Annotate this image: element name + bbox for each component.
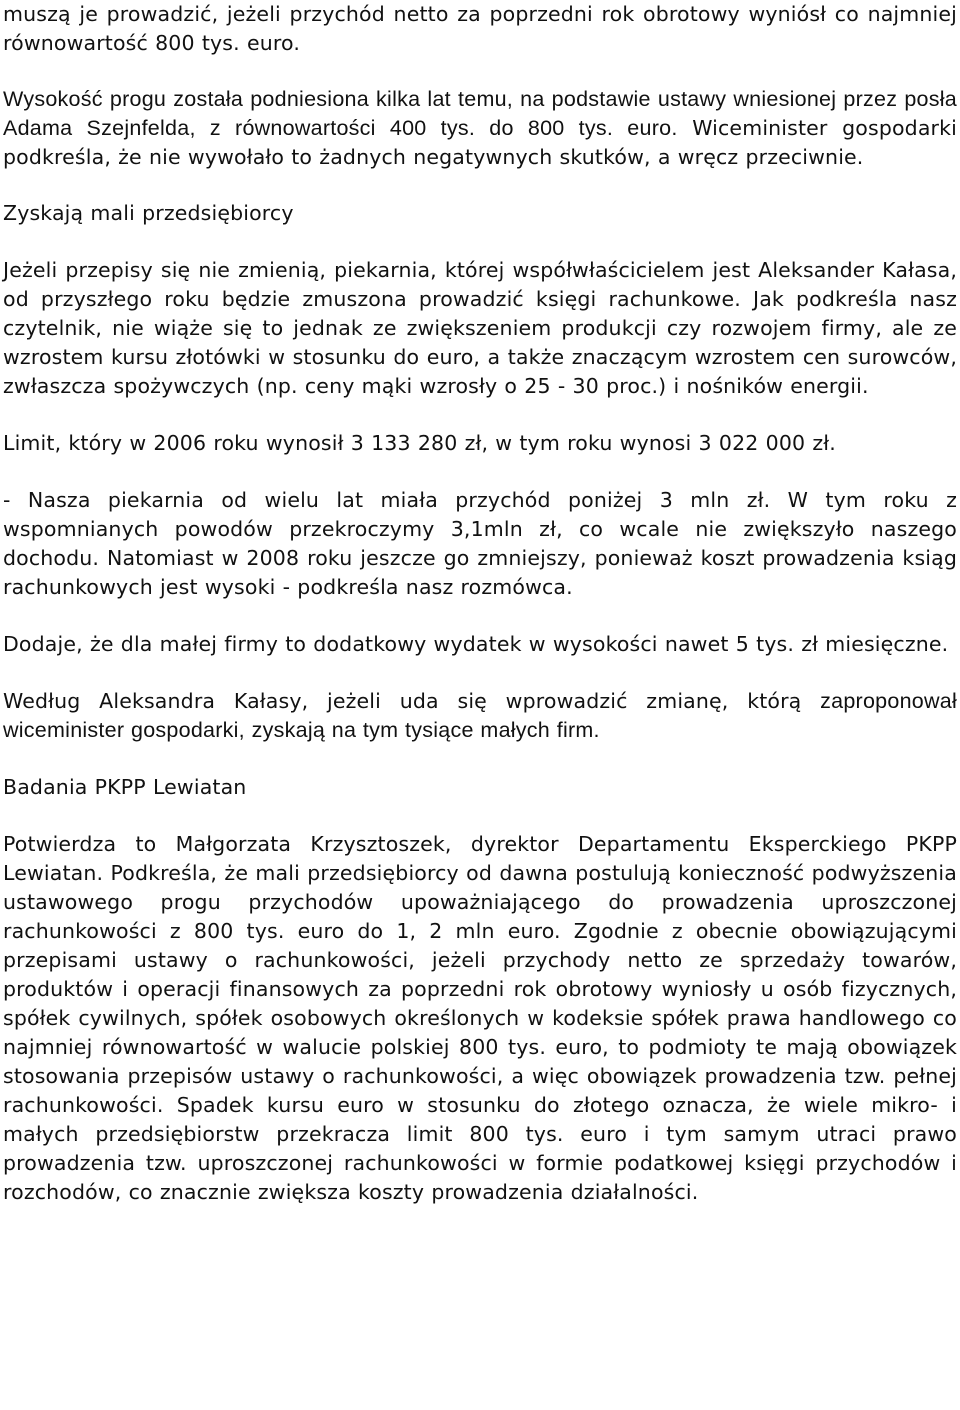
paragraph-gap [3, 228, 957, 256]
paragraph: Limit, który w 2006 roku wynosił 3 133 280 zł, w tym roku wynosi 3 022 000 zł. [3, 431, 836, 455]
paragraph-segment: Wysokość progu została podniesiona kilka lat temu, na podstawie ustawy wniesionej przez posła Adama Szejnfelda, z równowartości 400 tys. do 800 tys. euro. [3, 87, 957, 140]
paragraph: - Nasza piekarnia od wielu lat miała przychód poniżej 3 mln zł. W tym roku z wspomnianych powodów przekroczymy 3,1mln zł, co wcale nie zwiększyło naszego dochodu. Natomiast w 2008 roku jeszcze go zmniejszy, ponieważ koszt prowadzenia ksiąg rachunkowych jest wysoki - podkreśla nasz rozmówca. [3, 488, 957, 599]
paragraph-gap [3, 659, 957, 687]
paragraph-gap [3, 401, 957, 429]
section-heading: Badania PKPP Lewiatan [3, 775, 247, 799]
paragraph: Jeżeli przepisy się nie zmienią, piekarnia, której współwłaścicielem jest Aleksander Kałasa, od przyszłego roku będzie zmuszona prowadzić księgi rachunkowe. Jak podkreśla nasz czytelnik, nie wiąże się to jednak ze zwiększeniem produkcji czy rozwojem firmy, ale ze wzrostem kursu złotówki w stosunku do euro, a także znaczącym wzrostem cen surowców, zwłaszcza spożywczych (np. ceny mąki wzrosły o 25 - 30 proc.) i nośników energii. [3, 258, 957, 398]
paragraph-segment: zaproponował wiceminister gospodarki, zyskają na tym tysiące małych firm. [3, 689, 957, 742]
paragraph: Dodaje, że dla małej firmy to dodatkowy wydatek w wysokości nawet 5 tys. zł miesięczne. [3, 632, 949, 656]
paragraph-gap [3, 745, 957, 773]
paragraph-gap [3, 172, 957, 199]
article-body [3, 0, 957, 1207]
paragraph-segment: Wiceminister gospodarki podkreśla, że nie wywołało to żadnych negatywnych skutków, a wręcz przeciwnie. [3, 116, 957, 169]
paragraph-gap [3, 602, 957, 630]
paragraph-gap [3, 802, 957, 830]
paragraph: Potwierdza to Małgorzata Krzysztoszek, dyrektor Departamentu Eksperckiego PKPP Lewiatan. Podkreśla, że mali przedsiębiorcy od dawna postulują konieczność podwyższenia ustawowego progu przychodów upoważniającego do prowadzenia uproszczonej rachunkowości z 800 tys. euro do 1, 2 mln euro. Zgodnie z obecnie obowiązującymi przepisami ustawy o rachunkowości, jeżeli przychody netto ze sprzedaży towarów, produktów i operacji finansowych za poprzedni rok obrotowy wyniosły u osób fizycznych, spółek cywilnych, spółek osobowych określonych w kodeksie spółek prawa handlowego co najmniej równowartość w walucie polskiej 800 tys. euro, to podmioty te mają obowiązek stosowania przepisów ustawy o rachunkowości, a więc obowiązek prowadzenia tzw. pełnej rachunkowości. Spadek kursu euro w stosunku do złotego oznacza, że wiele mikro- i małych przedsiębiorstw przekracza limit 800 tys. euro i tym samym utraci prawo prowadzenia tzw. uproszczonej rachunkowości w formie podatkowej księgi przychodów i rozchodów, co znacznie zwiększa koszty prowadzenia działalności. [3, 832, 957, 1204]
paragraph-segment: Według Aleksandra Kałasy, jeżeli uda się wprowadzić zmianę, którą [3, 689, 821, 713]
paragraph-gap [3, 58, 957, 85]
paragraph-gap [3, 458, 957, 486]
paragraph [3, 687, 957, 745]
paragraph: muszą je prowadzić, jeżeli przychód netto za poprzedni rok obrotowy wyniósł co najmniej równowartość 800 tys. euro. [3, 2, 957, 55]
section-heading: Zyskają mali przedsiębiorcy [3, 201, 294, 225]
paragraph [3, 85, 957, 172]
